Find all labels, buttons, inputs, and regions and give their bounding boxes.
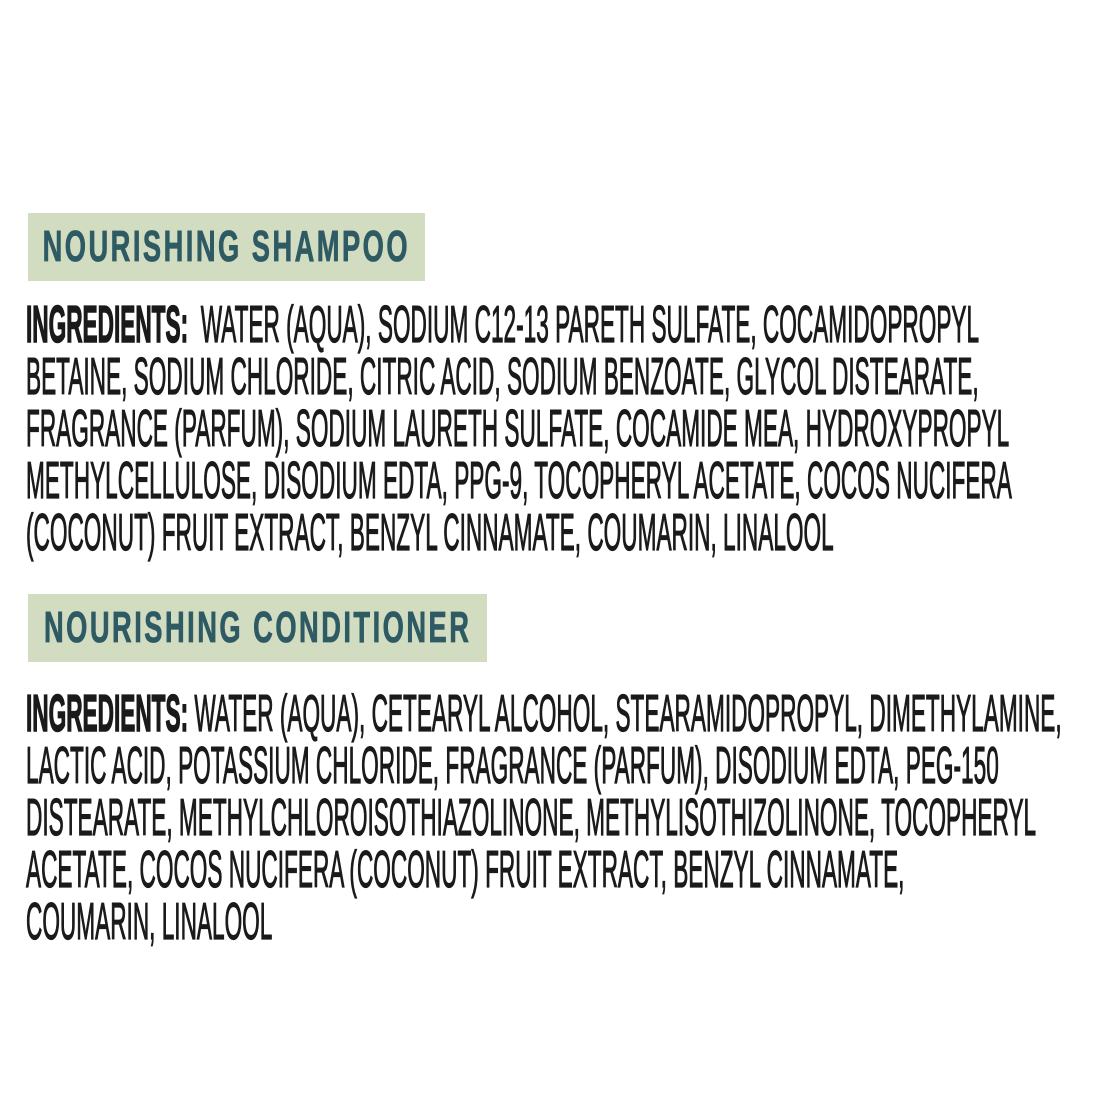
ingredient-line: COUMARIN, LINALOOL (26, 893, 273, 951)
ingredient-line: LACTIC ACID, POTASSIUM CHLORIDE, FRAGRANCE (PARFUM), DISODIUM EDTA, PEG-150 (26, 737, 999, 795)
ingredients-label: INGREDIENTS: (26, 685, 189, 743)
ingredient-text: WATER (AQUA), CETEARYL ALCOHOL, STEARAMIDOPROPYL, DIMETHYLAMINE, (188, 685, 1062, 743)
shampoo-ingredients (26, 296, 1100, 562)
ingredient-line: (COCONUT) FRUIT EXTRACT, BENZYL CINNAMATE, COUMARIN, LINALOOL (26, 504, 834, 562)
ingredient-line: DISTEARATE, METHYLCHLOROISOTHIAZOLINONE, METHYLISOTHIZOLINONE, TOCOPHERYL (26, 789, 1037, 847)
ingredients-label: INGREDIENTS: (26, 296, 189, 354)
ingredient-line: METHYLCELLULOSE, DISODIUM EDTA, PPG-9, TOCOPHERYL ACETATE, COCOS NUCIFERA (26, 452, 1012, 510)
ingredient-line: FRAGRANCE (PARFUM), SODIUM LAURETH SULFATE, COCAMIDE MEA, HYDROXYPROPYL (26, 400, 1010, 458)
shampoo-heading: NOURISHING SHAMPOO (42, 222, 411, 271)
ingredient-line: ACETATE, COCOS NUCIFERA (COCONUT) FRUIT EXTRACT, BENZYL CINNAMATE, (26, 841, 905, 899)
ingredient-line: BETAINE, SODIUM CHLORIDE, CITRIC ACID, SODIUM BENZOATE, GLYCOL DISTEARATE, (26, 348, 979, 406)
ingredient-line (26, 296, 1012, 354)
ingredient-line (26, 685, 1062, 743)
conditioner-ingredients (26, 685, 1100, 951)
conditioner-heading-box (28, 594, 487, 662)
shampoo-heading-box (28, 213, 425, 281)
conditioner-heading: NOURISHING CONDITIONER (43, 603, 472, 652)
ingredient-text: WATER (AQUA), SODIUM C12-13 PARETH SULFATE, COCAMIDOPROPYL (188, 296, 980, 354)
